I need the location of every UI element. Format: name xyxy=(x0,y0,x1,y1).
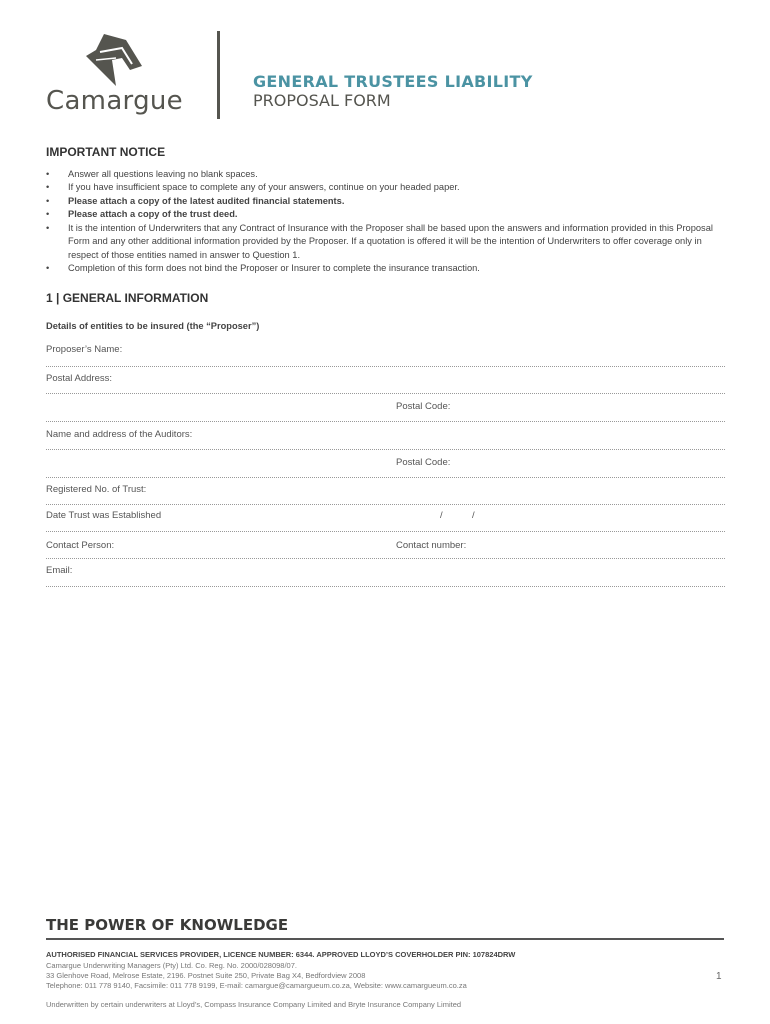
page-number: 1 xyxy=(716,971,722,982)
slogan: THE POWER OF KNOWLEDGE xyxy=(46,916,289,934)
section-subheading: Details of entities to be insured (the “Proposer”) xyxy=(46,321,260,331)
section-heading: 1 | GENERAL INFORMATION xyxy=(46,291,209,305)
date-slash: / xyxy=(472,510,475,521)
contact-text: Telephone: 011 778 9140, Facsimile: 011 778 9199, E-mail: camargue@camargueum.co.za, Website: www.camargueum.co.za xyxy=(46,981,467,990)
email-label: Email: xyxy=(46,565,73,576)
bullet: • xyxy=(46,209,50,219)
address-text: 33 Glenhove Road, Melrose Estate, 2196. Postnet Suite 250, Private Bag X4, Bedfordview 2008 xyxy=(46,971,366,980)
bullet: • xyxy=(46,182,50,192)
notice-heading: IMPORTANT NOTICE xyxy=(46,145,166,159)
footer-rule xyxy=(46,938,724,940)
form-subtitle: PROPOSAL FORM xyxy=(253,91,391,110)
date-slash: / xyxy=(440,510,443,521)
auditors-label: Name and address of the Auditors: xyxy=(46,429,193,440)
email-field[interactable] xyxy=(46,586,725,587)
horse-logo-icon xyxy=(86,34,142,86)
auditors-postal-code-label: Postal Code: xyxy=(396,457,451,468)
contact-field[interactable] xyxy=(46,558,725,559)
notice-item: Please attach a copy of the latest audited financial statements. xyxy=(68,196,345,206)
auditors-field[interactable] xyxy=(46,449,725,450)
form-title: GENERAL TRUSTEES LIABILITY xyxy=(253,72,533,91)
bullet: • xyxy=(46,196,50,206)
postal-address-field[interactable] xyxy=(46,393,725,394)
bullet: • xyxy=(46,223,50,233)
registered-no-label: Registered No. of Trust: xyxy=(46,484,147,495)
header-divider xyxy=(217,31,220,119)
licence-text: AUTHORISED FINANCIAL SERVICES PROVIDER, LICENCE NUMBER: 6344. APPROVED LLOYD’S COVERHOLDER PIN: 107824DRW xyxy=(46,950,516,959)
proposer-name-field[interactable] xyxy=(46,366,725,367)
company-text: Camargue Underwriting Managers (Pty) Ltd. Co. Reg. No. 2000/028098/07. xyxy=(46,961,297,970)
registered-no-field[interactable] xyxy=(46,504,725,505)
date-established-field[interactable] xyxy=(46,531,725,532)
postal-code-label: Postal Code: xyxy=(396,401,451,412)
notice-item: If you have insufficient space to complete any of your answers, continue on your headed paper. xyxy=(68,182,460,192)
bullet: • xyxy=(46,169,50,179)
notice-item: Please attach a copy of the trust deed. xyxy=(68,209,238,219)
contact-person-label: Contact Person: xyxy=(46,540,115,551)
postal-address-label: Postal Address: xyxy=(46,373,113,384)
notice-item: Completion of this form does not bind the Proposer or Insurer to complete the insurance transaction. xyxy=(68,263,480,273)
bullet: • xyxy=(46,263,50,273)
brand-name: Camargue xyxy=(46,86,183,116)
contact-number-label: Contact number: xyxy=(396,540,467,551)
postal-address-field-2[interactable] xyxy=(46,421,725,422)
auditors-field-2[interactable] xyxy=(46,477,725,478)
notice-item: It is the intention of Underwriters that any Contract of Insurance with the Proposer shall be based upon the answers and information provided in this Proposal Form and any other additional information provided by the Proposer. If a quotation is offered it will be the intention of Underwriters to offer coverage only in respect of those entities named in answer to Question 1. xyxy=(68,223,713,260)
date-established-label: Date Trust was Established xyxy=(46,510,162,521)
notice-item: Answer all questions leaving no blank spaces. xyxy=(68,169,258,179)
underwritten-text: Underwritten by certain underwriters at Lloyd’s, Compass Insurance Company Limited and Bryte Insurance Company Limited xyxy=(46,1000,462,1009)
proposer-name-label: Proposer’s Name: xyxy=(46,344,123,355)
